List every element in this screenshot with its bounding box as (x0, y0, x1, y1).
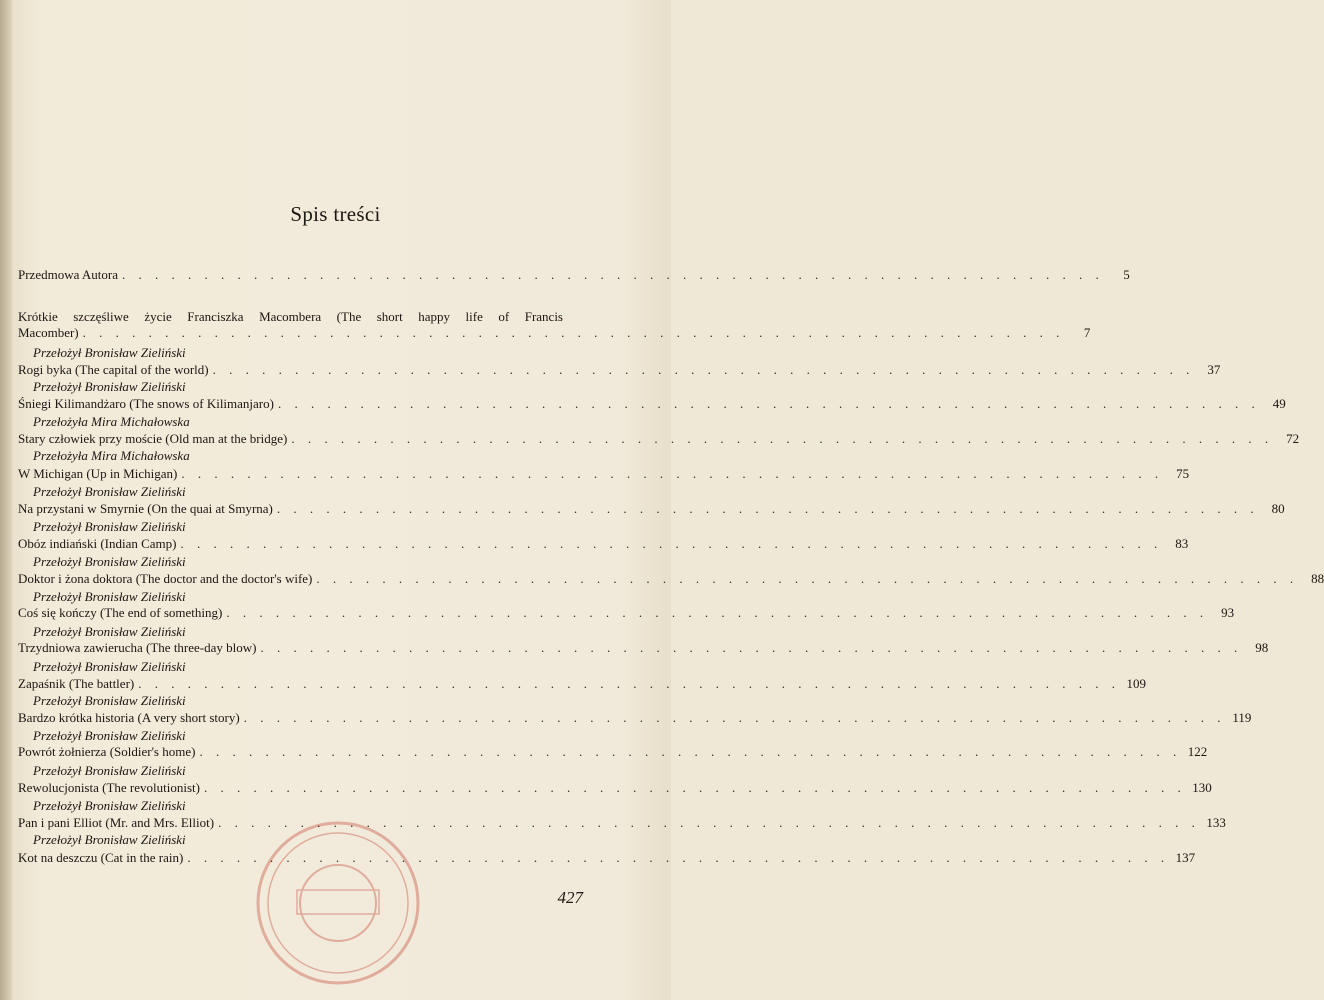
toc-entry-title: Na przystani w Smyrnie (On the quai at Smyrna) (18, 501, 273, 516)
dot-leader: . . . . . . . . . . . . . . . . . . . . . . . . . . . . . . . . . . . . . . . . . . . . . . . . . . . . . . . . . . . . (212, 362, 1195, 377)
toc-entry (18, 710, 1252, 726)
toc-entry (18, 362, 1221, 378)
dot-leader: . . . . . . . . . . . . . . . . . . . . . . . . . . . . . . . . . . . . . . . . . . . . . . . . . . . . . . . . . . . . (181, 466, 1164, 481)
toc-entry (18, 605, 1235, 621)
toc-entry-page: 122 (1187, 744, 1208, 759)
toc-entry (18, 536, 1189, 552)
toc-entry (18, 466, 1190, 482)
dot-leader: . . . . . . . . . . . . . . . . . . . . . . . . . . . . . . . . . . . . . . . . . . . . . . . . . . . . . . . . . . . . (291, 431, 1274, 446)
toc-entry-page: 130 (1192, 780, 1212, 795)
dot-leader: . . . . . . . . . . . . . . . . . . . . . . . . . . . . . . . . . . . . . . . . . . . . . . . . . . . . . . . . . . . . (316, 571, 1299, 586)
toc-entry-title: Obóz indiański (Indian Camp) (18, 536, 177, 551)
toc-entry-translator: Przełożył Bronisław Zieliński (33, 624, 186, 639)
toc-entry (18, 676, 1146, 692)
toc-entry (18, 267, 1130, 283)
toc-entry-translator: Przełożył Bronisław Zieliński (33, 589, 186, 604)
toc-entry-title: Coś się kończy (The end of something) (18, 605, 223, 620)
toc-entry-translator: Przełożył Bronisław Zieliński (33, 763, 186, 778)
toc-entry-page: 80 (1271, 501, 1285, 516)
library-stamp-icon (253, 818, 423, 988)
toc-entry-translator: Przełożył Bronisław Zieliński (33, 519, 186, 534)
toc-entry-translator: Przełożył Bronisław Zieliński (33, 832, 186, 847)
toc-entry-page: 137 (1175, 850, 1196, 865)
dot-leader: . . . . . . . . . . . . . . . . . . . . . . . . . . . . . . . . . . . . . . . . . . . . . . . . . . . . . . . . . . . . (276, 501, 1259, 516)
toc-entry-title: Trzydniowa zawierucha (The three-day blow) (18, 640, 257, 655)
dot-leader: . . . . . . . . . . . . . . . . . . . . . . . . . . . . . . . . . . . . . . . . . . . . . . . . . . . . . . . . . . . . (218, 815, 1200, 830)
toc-entry-title: Kot na deszczu (Cat in the rain) (18, 850, 184, 865)
dot-leader: . . . . . . . . . . . . . . . . . . . . . . . . . . . . . . . . . . . . . . . . . . . . . . . . . . . . . . . . . . . . (226, 605, 1209, 620)
toc-entry-translator: Przełożył Bronisław Zieliński (33, 484, 186, 499)
toc-entry (18, 396, 1286, 412)
toc-entry-translator: Przełożył Bronisław Zieliński (33, 798, 186, 813)
dot-leader: . . . . . . . . . . . . . . . . . . . . . . . . . . . . . . . . . . . . . . . . . . . . . . . . . . . . . . . . . . . . (122, 267, 1104, 282)
dot-leader: . . . . . . . . . . . . . . . . . . . . . . . . . . . . . . . . . . . . . . . . . . . . . . . . . . . . . . . . . . . . (243, 710, 1226, 725)
toc-entry-page: 109 (1126, 676, 1146, 691)
toc-entry (18, 640, 1269, 656)
toc-entry (18, 744, 1208, 760)
toc-entry-page: 93 (1221, 605, 1235, 620)
toc-entry-page: 72 (1286, 431, 1300, 446)
toc-entry-page: 49 (1272, 396, 1286, 411)
toc-entry-page: 119 (1232, 710, 1252, 725)
dot-leader: . . . . . . . . . . . . . . . . . . . . . . . . . . . . . . . . . . . . . . . . . . . . . . . . . . . . . . . . . . . . (277, 396, 1260, 411)
dot-leader: . . . . . . . . . . . . . . . . . . . . . . . . . . . . . . . . . . . . . . . . . . . . . . . . . . . . . . . . . . . . (199, 744, 1182, 759)
toc-entry-translator: Przełożył Bronisław Zieliński (33, 693, 186, 708)
toc-entry-page: 98 (1255, 640, 1269, 655)
toc-entry-page: 7 (1083, 325, 1091, 340)
toc-entry-translator: Przełożył Bronisław Zieliński (33, 379, 186, 394)
dot-leader: . . . . . . . . . . . . . . . . . . . . . . . . . . . . . . . . . . . . . . . . . . . . . . . . . . . . . . . . . . . . (187, 850, 1170, 865)
dot-leader: . . . . . . . . . . . . . . . . . . . . . . . . . . . . . . . . . . . . . . . . . . . . . . . . . . . . . . . . . . . . (138, 676, 1120, 691)
toc-entry (18, 501, 1285, 517)
page-title: Spis treści (290, 202, 381, 226)
toc-entry (18, 431, 1300, 447)
toc-entry-page: 88 (1311, 571, 1324, 586)
dot-leader: . . . . . . . . . . . . . . . . . . . . . . . . . . . . . . . . . . . . . . . . . . . . . . . . . . . . . . . . . . . . (260, 640, 1243, 655)
toc-entry-title: Powrót żołnierza (Soldier's home) (18, 744, 196, 759)
toc-entry-translator: Przełożyła Mira Michałowska (33, 414, 190, 429)
toc-entry-title: Śniegi Kilimandżaro (The snows of Kilimanjaro) (18, 396, 274, 411)
toc-entry-title: Krótkie szczęśliwe życie Franciszka Macombera (The short happy life of Francis (18, 309, 563, 324)
toc-entry-title-line (18, 309, 581, 325)
toc-entry-translator: Przełożył Bronisław Zieliński (33, 659, 186, 674)
toc-entry-title: Stary człowiek przy moście (Old man at the bridge) (18, 431, 288, 446)
toc-entry (18, 780, 1212, 796)
toc-entry-title: W Michigan (Up in Michigan) (18, 466, 178, 481)
toc-entry-translator: Przełożył Bronisław Zieliński (33, 554, 186, 569)
toc-entry-translator: Przełożył Bronisław Zieliński (33, 728, 186, 743)
toc-entry-title: Rewolucjonista (The revolutionist) (18, 780, 200, 795)
toc-entry-title: Bardzo krótka historia (A very short story) (18, 710, 240, 725)
toc-entry-translator: Przełożyła Mira Michałowska (33, 448, 190, 463)
toc-entry-title: Macomber) (18, 325, 79, 340)
toc-entry-title: Doktor i żona doktora (The doctor and the doctor's wife) (18, 571, 313, 586)
toc-entry-title: Zapaśnik (The battler) (18, 676, 135, 691)
toc-entry-title: Rogi byka (The capital of the world) (18, 362, 209, 377)
toc-entry-page: 75 (1176, 466, 1190, 481)
toc-entry-page: 5 (1123, 267, 1130, 282)
toc-entry-translator: Przełożył Bronisław Zieliński (33, 345, 186, 360)
page-number: 427 (557, 888, 583, 907)
dot-leader: . . . . . . . . . . . . . . . . . . . . . . . . . . . . . . . . . . . . . . . . . . . . . . . . . . . . . . . . . . . . (82, 325, 1065, 340)
dot-leader: . . . . . . . . . . . . . . . . . . . . . . . . . . . . . . . . . . . . . . . . . . . . . . . . . . . . . . . . . . . . (180, 536, 1163, 551)
toc-entry-page: 37 (1207, 362, 1221, 377)
toc-entry (18, 571, 1324, 587)
dot-leader: . . . . . . . . . . . . . . . . . . . . . . . . . . . . . . . . . . . . . . . . . . . . . . . . . . . . . . . . . . . . (203, 780, 1186, 795)
toc-entry (18, 325, 1091, 341)
toc-entry-title: Przedmowa Autora (18, 267, 119, 282)
toc-entry-page: 83 (1175, 536, 1189, 551)
toc-entry-page: 133 (1206, 815, 1226, 830)
toc-entry-title: Pan i pani Elliot (Mr. and Mrs. Elliot) (18, 815, 215, 830)
